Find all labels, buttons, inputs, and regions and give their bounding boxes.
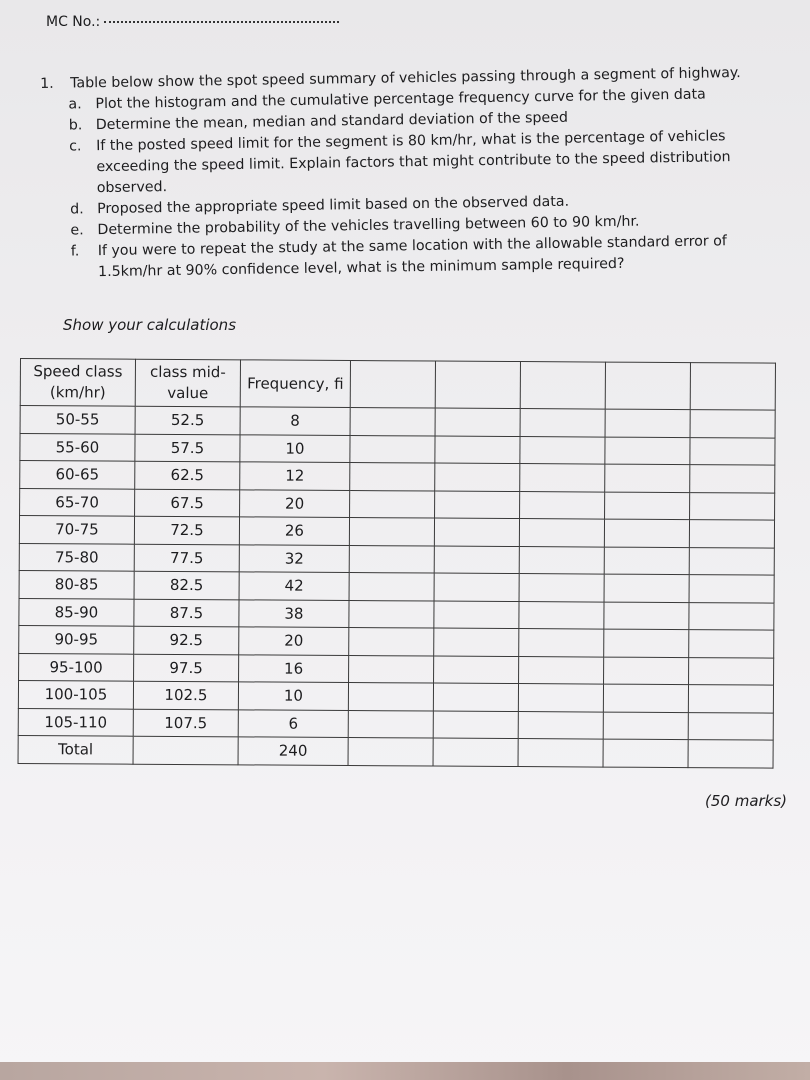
cell-speed-class: 55-60 xyxy=(20,433,135,461)
blank-cell xyxy=(690,492,775,520)
question-number: 1. xyxy=(40,75,54,92)
blank-cell xyxy=(350,435,435,463)
blank-cell xyxy=(603,739,688,767)
blank-cell xyxy=(435,491,520,519)
part-letter: b. xyxy=(68,117,83,134)
total-marks: (50 marks) xyxy=(705,792,788,810)
cell-mid-value: 52.5 xyxy=(135,406,240,434)
part-letter: f. xyxy=(70,243,80,260)
mc-number-label: MC No.: xyxy=(46,14,101,30)
part-letter: d. xyxy=(70,201,84,218)
blank-header-cell xyxy=(605,362,690,410)
cell-mid-value: 57.5 xyxy=(135,434,240,462)
blank-cell xyxy=(350,490,435,518)
blank-cell xyxy=(350,408,435,436)
blank-cell xyxy=(519,546,604,574)
cell-frequency: 38 xyxy=(239,599,349,627)
blank-cell xyxy=(604,519,689,547)
header-frequency: Frequency, fi xyxy=(240,360,350,408)
blank-cell xyxy=(604,657,689,685)
blank-cell xyxy=(348,738,433,766)
blank-cell xyxy=(604,602,689,630)
blank-cell xyxy=(605,437,690,465)
cell-mid-value: 82.5 xyxy=(134,571,239,599)
blank-cell xyxy=(604,547,689,575)
blank-cell xyxy=(433,683,518,711)
blank-cell xyxy=(690,437,775,465)
blank-cell xyxy=(519,519,604,547)
total-mid-value xyxy=(133,736,238,764)
blank-cell xyxy=(519,601,604,629)
cell-speed-class: 70-75 xyxy=(19,516,134,544)
blank-cell xyxy=(433,711,518,739)
blank-header-cell xyxy=(435,361,520,409)
cell-mid-value: 97.5 xyxy=(134,654,239,682)
blank-cell xyxy=(520,491,605,519)
blank-cell xyxy=(349,573,434,601)
blank-cell xyxy=(688,740,773,768)
total-label: Total xyxy=(18,735,133,763)
cell-frequency: 10 xyxy=(240,434,350,462)
part-text: Proposed the appropriate speed limit based on the observed data. xyxy=(97,193,570,218)
blank-cell xyxy=(689,657,774,685)
cell-speed-class: 105-110 xyxy=(18,708,133,736)
cell-speed-class: 100-105 xyxy=(18,680,133,708)
blank-cell xyxy=(434,546,519,574)
table-total-row xyxy=(18,735,773,767)
cell-frequency: 6 xyxy=(238,709,348,737)
blank-cell xyxy=(689,520,774,548)
cell-frequency: 16 xyxy=(239,654,349,682)
total-frequency: 240 xyxy=(238,737,348,765)
blank-cell xyxy=(434,601,519,629)
cell-speed-class: 75-80 xyxy=(19,543,134,571)
blank-cell xyxy=(519,656,604,684)
blank-cell xyxy=(688,712,773,740)
cell-frequency: 42 xyxy=(239,572,349,600)
part-text: If you were to repeat the study at the same location with the allowable standard error of 1.5km/hr at 90% confidence level, what is the minimum sample required? xyxy=(97,233,727,281)
cell-mid-value: 87.5 xyxy=(134,599,239,627)
cell-frequency: 32 xyxy=(239,544,349,572)
cell-mid-value: 67.5 xyxy=(135,489,240,517)
blank-cell xyxy=(689,602,774,630)
cell-frequency: 26 xyxy=(239,517,349,545)
blank-cell xyxy=(603,684,688,712)
blank-cell xyxy=(518,684,603,712)
cell-speed-class: 95-100 xyxy=(19,653,134,681)
blank-cell xyxy=(349,518,434,546)
blank-cell xyxy=(518,711,603,739)
blank-cell xyxy=(605,409,690,437)
question-block xyxy=(40,62,778,284)
blank-cell xyxy=(689,630,774,658)
header-speed-class: Speed class (km/hr) xyxy=(20,359,135,407)
blank-cell xyxy=(689,575,774,603)
blank-cell xyxy=(604,574,689,602)
blank-cell xyxy=(605,492,690,520)
blank-cell xyxy=(689,547,774,575)
cell-speed-class: 80-85 xyxy=(19,570,134,598)
cell-speed-class: 90-95 xyxy=(19,625,134,653)
blank-cell xyxy=(434,628,519,656)
cell-mid-value: 102.5 xyxy=(133,681,238,709)
cell-frequency: 20 xyxy=(239,627,349,655)
blank-cell xyxy=(435,408,520,436)
cell-mid-value: 77.5 xyxy=(134,544,239,572)
blank-cell xyxy=(605,464,690,492)
blank-cell xyxy=(518,739,603,767)
cell-speed-class: 65-70 xyxy=(20,488,135,516)
blank-header-cell xyxy=(690,363,775,411)
blank-cell xyxy=(690,465,775,493)
cell-frequency: 8 xyxy=(240,407,350,435)
part-text: Determine the mean, median and standard deviation of the speed xyxy=(95,109,569,134)
part-text: Plot the histogram and the cumulative percentage frequency curve for the given data xyxy=(95,86,706,113)
cell-speed-class: 85-90 xyxy=(19,598,134,626)
cell-mid-value: 92.5 xyxy=(134,626,239,654)
cell-mid-value: 72.5 xyxy=(134,516,239,544)
blank-cell xyxy=(348,683,433,711)
show-calculations-instruction: Show your calculations xyxy=(63,316,237,334)
blank-cell xyxy=(433,738,518,766)
part-letter: e. xyxy=(70,222,84,239)
part-letter: c. xyxy=(69,138,82,155)
question-part-c xyxy=(41,125,777,200)
cell-speed-class: 50-55 xyxy=(20,406,135,434)
blank-cell xyxy=(519,574,604,602)
blank-cell xyxy=(520,409,605,437)
cell-mid-value: 62.5 xyxy=(135,461,240,489)
cell-mid-value: 107.5 xyxy=(133,709,238,737)
desk-surface xyxy=(0,1062,810,1080)
mc-number-blank xyxy=(104,21,339,23)
blank-cell xyxy=(434,656,519,684)
blank-cell xyxy=(519,629,604,657)
blank-cell xyxy=(604,629,689,657)
cell-frequency: 20 xyxy=(240,489,350,517)
blank-cell xyxy=(688,685,773,713)
question-intro-text: Table below show the spot speed summary of vehicles passing through a segment of highway. xyxy=(70,64,741,92)
table-header-row xyxy=(20,359,775,411)
part-text: If the posted speed limit for the segment is 80 km/hr, what is the percentage of vehicles exceeding the speed limit. Explain factors that might contribute to the speed distribution observed. xyxy=(96,128,731,197)
speed-summary-table xyxy=(18,358,776,768)
blank-cell xyxy=(603,712,688,740)
blank-cell xyxy=(435,436,520,464)
cell-frequency: 10 xyxy=(238,682,348,710)
header-mid-value: class mid-value xyxy=(135,359,240,407)
blank-cell xyxy=(434,573,519,601)
mc-number-field xyxy=(46,14,339,30)
blank-cell xyxy=(348,710,433,738)
blank-cell xyxy=(520,464,605,492)
blank-cell xyxy=(520,436,605,464)
blank-header-cell xyxy=(350,361,435,409)
part-text: Determine the probability of the vehicles travelling between 60 to 90 km/hr. xyxy=(97,213,640,239)
cell-speed-class: 60-65 xyxy=(20,461,135,489)
blank-cell xyxy=(349,545,434,573)
blank-cell xyxy=(434,518,519,546)
blank-cell xyxy=(690,410,775,438)
blank-cell xyxy=(350,463,435,491)
cell-frequency: 12 xyxy=(240,462,350,490)
blank-cell xyxy=(349,600,434,628)
part-letter: a. xyxy=(68,96,82,113)
blank-cell xyxy=(349,655,434,683)
blank-header-cell xyxy=(520,362,605,410)
blank-cell xyxy=(435,463,520,491)
blank-cell xyxy=(349,628,434,656)
